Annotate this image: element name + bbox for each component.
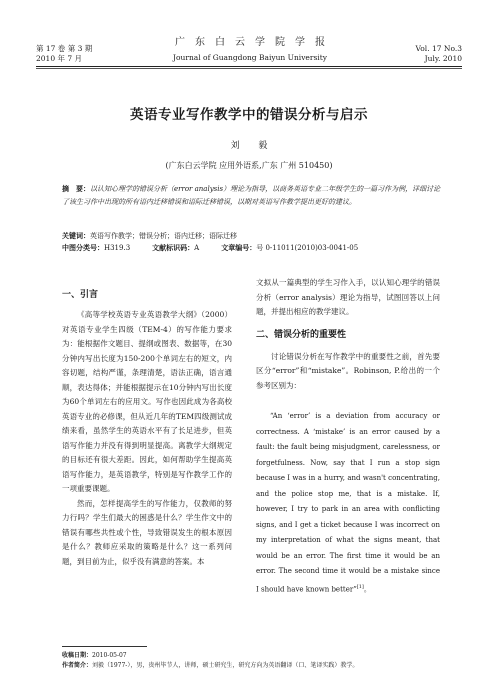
header-journal (140, 36, 360, 63)
journal-name-cn: 广东白云学院学报 (175, 37, 335, 48)
intro-paragraph-1: 《高等学校英语专业英语教学大纲》（2000）对英语专业学生四级（TEM-4）的写作能力要求为：能根据作文题目、提纲或图表、数据等，在30分钟内写出长度为150-200个单词左右的短文，内容切题，结构严谨，条理清楚，语法正确，语言通顺，表达得体；并能根据提示在10分钟内写出长度为60个单词左右的应用文。写作也因此成为各高校英语专业的必修课，但从近几年的TEM四级测试成绩来看，虽然学生的英语水平有了长足进步，但英语写作能力并没有得到明显提高。离教学大纲规定的目标还有很大差距。因此，如何帮助学生提高英语写作能力，是英语教学，特别是写作教学工作的一项重要课题。 (62, 310, 232, 493)
intro-paragraph-2: 然而，怎样提高学生的写作能力，仅教师的努力行吗？学生们最大的困惑是什么？学生作文中的错误有哪些共性或个性，导致错误发生的根本原因是什么？教师应采取的策略是什么？这一系列问题，到目前为止，似乎没有满意的答案。本 (62, 498, 232, 566)
classification-line (62, 243, 462, 253)
author-name: 刘 毅 (230, 141, 276, 151)
author-bio: 刘毅（1977-），男，贵州毕节人，讲师，硕士研究生，研究方向为英语翻译（口、笔译实践）教学。 (92, 662, 359, 669)
received-label: 收稿日期： (62, 652, 93, 659)
section-heading-error-analysis: 二、错误分析的重要性 (256, 329, 347, 340)
article-number-label: 文章编号： (221, 244, 257, 252)
article-number-value: 号 0-11011(2010)03-0041-05 (256, 244, 359, 252)
received-date: 2010-05-07 (92, 652, 127, 659)
header-volume-en: Vol. 17 No.3 July. 2010 (415, 44, 462, 63)
journal-name-en: Journal of Guangdong Baiyun University (173, 53, 327, 62)
clc-value: H319.3 (104, 244, 131, 252)
keywords-label: 关键词： (62, 232, 90, 240)
header-rule-thin (36, 68, 462, 69)
keywords-text: 英语写作教学；错误分析；语内迁移；语际迁移 (90, 232, 237, 240)
citation-ref: [1] (356, 583, 364, 590)
keywords (62, 231, 462, 241)
clc-label: 中图分类号： (62, 244, 104, 252)
author-bio-label: 作者简介： (62, 662, 93, 669)
author-affiliation: (广东白云学院 应用外语系,广东 广州 510450) (165, 161, 333, 170)
header-volume-cn: 第 17 卷 第 3 期 2010 年 7 月 (36, 44, 93, 63)
right-column (256, 276, 440, 597)
distinction-paragraph: 讨论错误分析在写作教学中的重要性之前，首先要区分“error”和“mistake”。Robinson, P.给出的一个参考区别为： (256, 351, 440, 390)
header-rule (36, 66, 462, 67)
left-column (62, 276, 232, 569)
robinson-quote: “An ‘error’ is a deviation from accuracy or correctness. A ‘mistake’ is an error caused by a fault: the fault being misjudgment, carelessness, or forgetfulness. Now, say that I run a stop sign because I was in a hurry, and wasn't concentrating, and the police stop me, that is a mistake. If, however, I try to park in an area with conflicting signs, and I get a ticket because I was incorrect on my interpretation of what the signs meant, that would be an error. The first time it would be an error. The second time it would be a mistake since I should have known better”[1]。 (256, 412, 440, 593)
doc-code-value: A (194, 244, 200, 252)
abstract (62, 183, 442, 208)
paper-title: 英语专业写作教学中的错误分析与启示 (130, 107, 368, 123)
footnote-rule (62, 646, 147, 647)
footnote-received (62, 651, 482, 660)
abstract-text: 以认知心理学的错误分析（error analysis）理论为指导，以商务英语专业二年级学生的一篇习作为例，详细讨论了该生习作中出现的所有语内迁移错误和语际迁移错误，以期对英语写作教学提出更好的建议。 (62, 185, 441, 206)
section-heading-intro: 一、引言 (62, 290, 99, 300)
doc-code-label: 文献标识码： (152, 244, 195, 252)
intro-paragraph-continued: 文拟从一篇典型的学生习作入手，以认知心理学的错误分析（error analysis）理论为指导，试图回答以上问题，并提出相应的教学建议。 (256, 278, 440, 316)
footnote-author (62, 661, 482, 670)
abstract-label: 摘 要： (62, 185, 90, 193)
